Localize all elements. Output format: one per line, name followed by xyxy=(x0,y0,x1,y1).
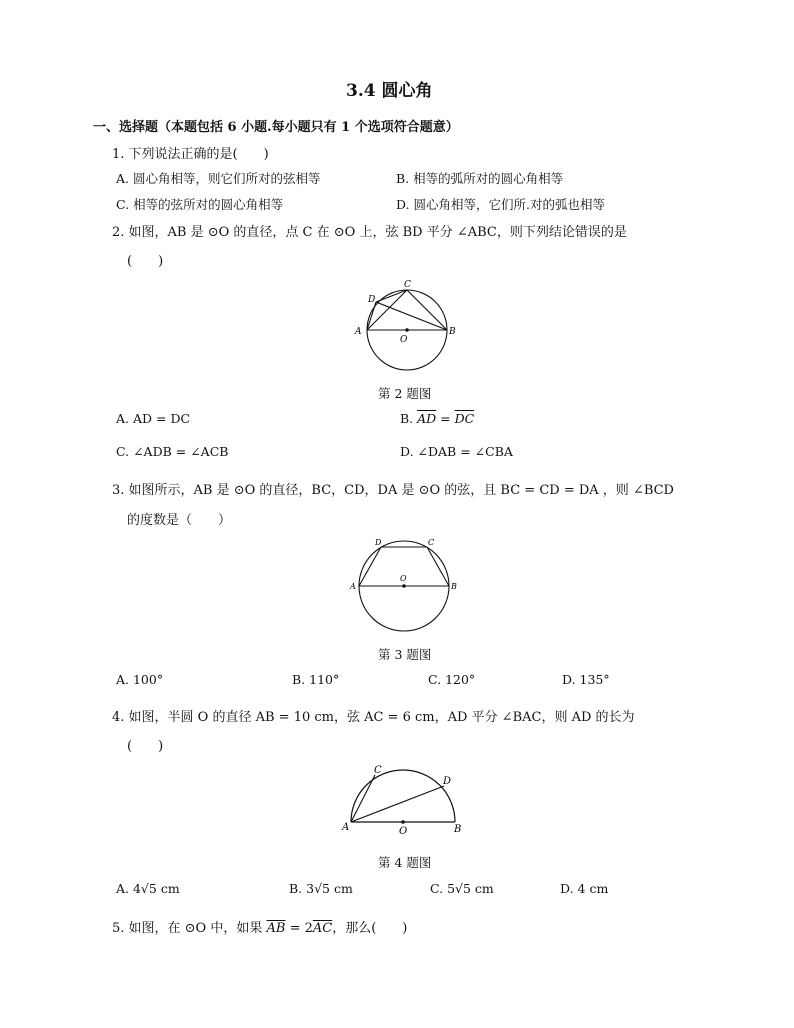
q4-option-b: B. 3√5 cm xyxy=(289,881,353,896)
q3-option-d: D. 135° xyxy=(562,672,610,687)
q2-option-c: C. ∠ADB = ∠ACB xyxy=(116,444,229,459)
q4-chord-ad xyxy=(351,786,444,822)
q3-label-b: B xyxy=(451,582,457,591)
q2-label-b: B xyxy=(449,327,456,337)
q2-answer-blank: ( ) xyxy=(127,254,164,269)
q5-stem-suffix: ，那么( ) xyxy=(332,921,408,936)
q3-stem: 3. 如图所示，AB 是 ⊙O 的直径，BC，CD，DA 是 ⊙O 的弦，且 BC = CD = DA ，则 ∠BCD xyxy=(112,483,674,498)
q2-chord-db xyxy=(376,302,447,330)
q4-caption: 第 4 题图 xyxy=(378,855,432,870)
q2-option-b-eq: = xyxy=(436,411,455,426)
q1-option-d: D. 圆心角相等，它们所.对的弧也相等 xyxy=(396,197,605,212)
q2-option-b xyxy=(400,411,474,426)
q3-label-o: O xyxy=(400,574,407,583)
q2-center-dot xyxy=(405,328,409,332)
q2-option-b-prefix: B. xyxy=(400,411,418,426)
q2-option-b-arc-dc: $\overline{DC}$ xyxy=(454,411,475,426)
q3-figure xyxy=(348,535,463,635)
q2-option-d: D. ∠DAB = ∠CBA xyxy=(400,444,513,459)
q2-stem: 2. 如图，AB 是 ⊙O 的直径，点 C 在 ⊙O 上，弦 BD 平分 ∠ABC，则下列结论错误的是 xyxy=(112,225,627,240)
q5-arc-ac: $\overline{AC}$ xyxy=(312,921,333,936)
q4-option-a: A. 4√5 cm xyxy=(116,881,180,896)
q1-option-a: A. 圆心角相等，则它们所对的弦相等 xyxy=(116,171,321,186)
q3-center-dot xyxy=(402,584,406,588)
q4-stem: 4. 如图，半圆 O 的直径 AB = 10 cm，弦 AC = 6 cm，AD 平分 ∠BAC，则 AD 的长为 xyxy=(112,710,635,725)
q1-option-c: C. 相等的弦所对的圆心角相等 xyxy=(116,197,284,212)
q4-label-d: D xyxy=(443,776,452,787)
q1-option-b: B. 相等的弧所对的圆心角相等 xyxy=(396,171,564,186)
q4-label-b: B xyxy=(454,824,462,835)
page-title: 3.4 圆心角 xyxy=(346,81,433,101)
q4-answer-blank: ( ) xyxy=(127,739,164,754)
q2-label-a: A xyxy=(355,327,362,337)
q3-caption: 第 3 题图 xyxy=(378,647,432,662)
q3-option-a: A. 100° xyxy=(116,672,164,687)
q3-option-c: C. 120° xyxy=(428,672,476,687)
q2-chord-dc xyxy=(376,290,407,302)
q4-option-d: D. 4 cm xyxy=(560,881,609,896)
q5-arc-ab: $\overline{AB}$ xyxy=(266,921,286,936)
q4-figure xyxy=(338,760,468,838)
q4-option-c: C. 5√5 cm xyxy=(430,881,494,896)
q2-option-b-arc-ad: $\overline{AD}$ xyxy=(417,411,437,426)
q4-center-dot xyxy=(401,820,405,824)
q4-label-a: A xyxy=(342,822,350,833)
q5-stem xyxy=(112,917,407,936)
q1-stem: 1. 下列说法正确的是( ) xyxy=(112,147,269,162)
q5-stem-prefix: 5. 如图，在 ⊙O 中，如果 xyxy=(112,921,267,936)
q5-stem-mid: = 2 xyxy=(285,921,313,936)
q3-chord-cb xyxy=(427,547,449,586)
q2-label-c: C xyxy=(404,280,411,290)
q4-semicircle-arc xyxy=(351,770,455,822)
q4-label-o: O xyxy=(399,826,408,837)
q2-option-a: A. AD = DC xyxy=(116,411,191,426)
q3-option-b: B. 110° xyxy=(292,672,340,687)
q3-label-a: A xyxy=(350,582,356,591)
q4-chord-ac xyxy=(351,775,375,822)
q3-stem-continued: 的度数是（ ） xyxy=(127,513,232,528)
q3-label-c: C xyxy=(428,538,435,547)
q2-label-d: D xyxy=(368,295,376,305)
section-heading: 一、选择题（本题包括 6 小题.每小题只有 1 个选项符合题意） xyxy=(93,120,459,135)
q4-label-c: C xyxy=(374,765,382,776)
q2-figure xyxy=(350,275,465,375)
q2-caption: 第 2 题图 xyxy=(378,386,432,401)
q3-chord-ad xyxy=(359,547,381,586)
q2-label-o: O xyxy=(400,335,408,345)
q3-label-d: D xyxy=(375,538,382,547)
q2-chord-cb xyxy=(407,290,447,330)
